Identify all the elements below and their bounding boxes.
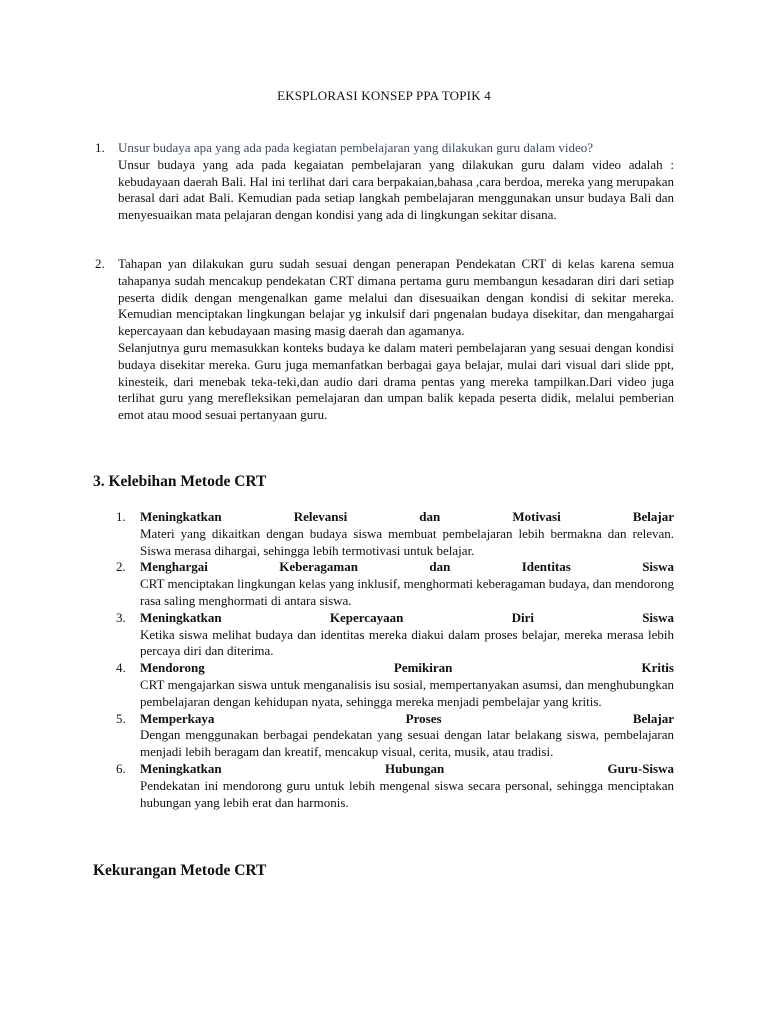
list-item	[116, 710, 674, 761]
item-description: CRT menciptakan lingkungan kelas yang inklusif, menghormati keberagaman budaya, dan mendorong rasa saling menghormati di antara siswa.	[140, 576, 675, 608]
list-item	[116, 660, 674, 710]
heading-word: dan	[429, 559, 451, 575]
item-description: CRT mengajarkan siswa untuk menganalisis isu sosial, mempertanyakan asumsi, dan menghubungkan pembelajaran dengan kehidupan nyata, sehingga mereka menjadi pembelajar yang kritis.	[140, 676, 674, 709]
answer-paragraph-2: Selanjutnya guru memasukkan konteks budaya ke dalam materi pembelajaran yang sesuai dengan kondisi budaya disekitar mereka. Guru juga memanfatkan berbagai gaya belajar, mulai dari visual dari slide ppt, kinesteik, dari menebak teka-teki,dan audio dari drama pentas yang mereka tampilkan.Dari video juga terlihat guru yang merefleksikan pemelajaran dan umpan balik kepada peserta didik, melalui pemberian emot atau mood sesuai pertanyaan guru.	[118, 339, 674, 423]
list-number: 5.	[116, 710, 126, 726]
heading-word: Kritis	[641, 660, 674, 676]
item-heading	[140, 509, 674, 526]
heading-word: Kepercayaan	[329, 609, 404, 625]
heading-word: Pemikiran	[393, 660, 453, 676]
list-item	[116, 559, 675, 609]
list-number: 2.	[116, 559, 126, 575]
list-item	[116, 609, 674, 660]
item-heading	[140, 660, 674, 677]
heading-word: Meningkatkan	[140, 760, 222, 776]
item-description: Ketika siswa melihat budaya dan identitas mereka diakui dalam proses belajar, mereka merasa lebih percaya diri dan diterima.	[140, 626, 674, 659]
heading-word: Motivasi	[512, 509, 561, 524]
heading-word: dan	[419, 509, 441, 524]
heading-word: Hubungan	[384, 760, 445, 776]
heading-word: Guru-Siswa	[607, 760, 674, 776]
question-2	[95, 256, 674, 424]
list-number: 2.	[95, 256, 105, 271]
list-number: 6.	[116, 760, 126, 776]
item-heading	[140, 761, 674, 778]
list-number: 1.	[116, 509, 126, 524]
list-number: 3.	[116, 609, 126, 625]
heading-word: Memperkaya	[140, 710, 215, 726]
item-heading	[140, 610, 674, 627]
heading-word: Mendorong	[140, 660, 205, 676]
heading-word: Siswa	[642, 559, 674, 575]
list-number: 4.	[116, 660, 126, 676]
heading-word: Menghargai	[140, 559, 208, 575]
item-heading	[140, 711, 674, 728]
heading-word: Diri	[511, 609, 534, 625]
answer-paragraph-1: Tahapan yan dilakukan guru sudah sesuai dengan penerapan Pendekatan CRT di kelas karena semua tahapanya sudah mencakup pendekatan CRT dimana pertama guru membangun kesadaran diri dari setiap peserta didik dengan mengenalkan game melalui dan disesuaikan dengan kondisi di sekitar mereka. Kemudian menciptakan lingkungan belajar yg inkulsif dari pngenalan budaya disekitar, dan mengahargai kepercayaan dan kebudayaan masing masig daerah dan agamanya.	[118, 256, 674, 339]
question-1	[95, 140, 674, 224]
advantages-list	[116, 509, 675, 811]
heading-word: Siswa	[642, 609, 674, 625]
heading-word: Belajar	[632, 710, 674, 726]
list-item	[116, 509, 674, 559]
list-item	[116, 760, 674, 811]
section-heading-disadvantages: Kekurangan Metode CRT	[93, 862, 267, 879]
heading-word: Proses	[405, 710, 442, 726]
section-heading-advantages: 3. Kelebihan Metode CRT	[93, 473, 267, 490]
heading-word: Meningkatkan	[140, 609, 222, 625]
item-description: Materi yang dikaitkan dengan budaya siswa membuat pembelajaran lebih bermakna dan relevan. Siswa merasa dihargai, sehingga lebih termotivasi untuk belajar.	[140, 525, 674, 558]
document-title: EKSPLORASI KONSEP PPA TOPIK 4	[277, 88, 491, 103]
list-number: 1.	[95, 140, 105, 155]
heading-word: Meningkatkan	[140, 509, 222, 524]
heading-word: Belajar	[632, 509, 674, 524]
heading-word: Keberagaman	[279, 559, 358, 575]
heading-word: Identitas	[521, 559, 571, 575]
answer-text: Unsur budaya yang ada pada kegaiatan pembelajaran yang dilakukan guru dalam video adalah : kebudayaan daerah Bali. Hal ini terlihat dari cara berpakaian,bahasa ,cara berdoa, mereka yang merupakan berasal dari adat Bali. Kemudian pada setiap langkah pembelajaran menggunakan unsur budaya Bali dan menyesuaikan mata pelajaran dengan kondisi yang ada di lingkungan sekitar disana.	[118, 156, 674, 223]
heading-word: Relevansi	[293, 509, 348, 524]
item-description: Dengan menggunakan berbagai pendekatan yang sesuai dengan latar belakang siswa, pembelajaran menjadi lebih beragam dan kreatif, mencakup visual, cerita, musik, atau tradisi.	[140, 727, 674, 760]
question-text: Unsur budaya apa yang ada pada kegiatan pembelajaran yang dilakukan guru dalam video?	[118, 140, 594, 155]
item-description: Pendekatan ini mendorong guru untuk lebih mengenal siswa secara personal, sehingga menciptakan hubungan yang lebih erat dan harmonis.	[140, 777, 674, 810]
item-heading	[140, 559, 674, 576]
